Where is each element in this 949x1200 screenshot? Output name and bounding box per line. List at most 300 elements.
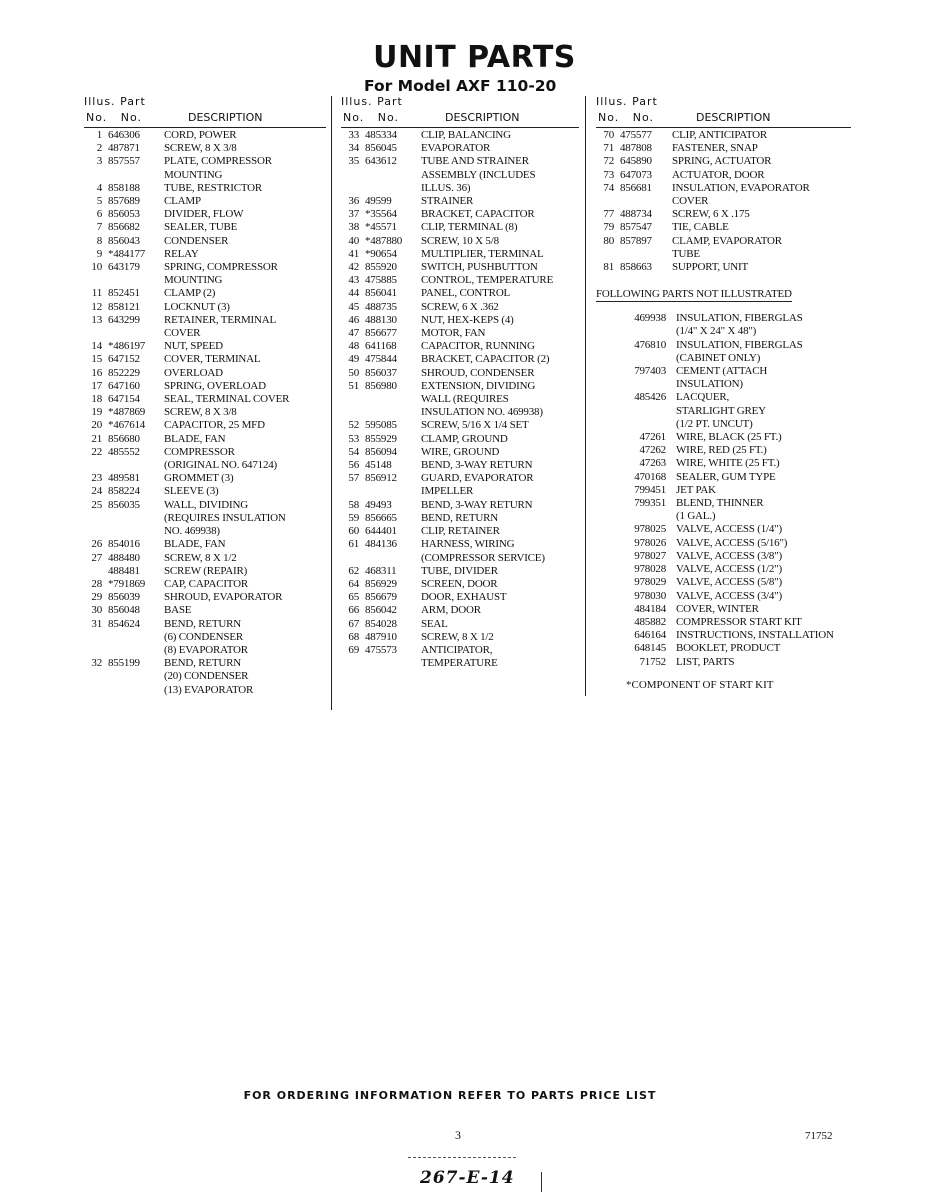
part-row [341,182,579,195]
part-row [84,380,326,393]
illus-number: 13 [91,313,102,326]
illus-number: 26 [91,538,102,551]
part-row [341,380,579,393]
part-row [341,169,579,182]
part-description: VALVE, ACCESS (3/4") [676,589,782,602]
illus-number: 59 [348,511,359,524]
not-illustrated-row [596,457,851,470]
part-description: WIRE, RED (25 FT.) [676,444,767,457]
illus-number: 17 [91,379,102,392]
part-number: 856665 [365,511,397,524]
part-description: COMPRESSOR START KIT [676,615,802,628]
part-description: INSULATION NO. 469938) [421,406,543,419]
illus-number: 34 [348,142,359,155]
part-description: BRACKET, CAPACITOR [421,208,535,221]
part-description: BRACKET, CAPACITOR (2) [421,353,550,366]
part-number: 856682 [108,221,140,234]
part-row [84,591,326,604]
not-illustrated-row [596,616,851,629]
part-row [341,327,579,340]
part-row [84,327,326,340]
parts-column-3 [596,93,851,691]
part-number [365,657,421,670]
part-row [84,499,326,512]
part-row [84,353,326,366]
illus-number: 72 [603,155,614,168]
illus-number: 42 [348,261,359,274]
page-number: 3 [455,1128,461,1142]
part-number: 857547 [620,221,652,234]
part-number: 852229 [108,366,140,379]
tick-mark [541,1172,542,1192]
not-illustrated-row [596,656,851,669]
part-row [84,261,326,274]
part-row [341,657,579,670]
part-number: 646164 [634,629,666,642]
illus-number: 74 [603,181,614,194]
part-number: 470168 [634,470,666,483]
part-description: SCREW, 5/16 X 1/4 SET [421,419,529,432]
part-description: SCREW, 6 X .362 [421,300,499,313]
illus-number: 64 [348,577,359,590]
part-number [108,684,164,697]
part-number: 856681 [620,181,652,194]
part-number: 488130 [365,313,397,326]
part-number: 475844 [365,353,397,366]
parts-list [596,129,851,274]
part-description: CEMENT (ATTACH [676,365,768,378]
illus-number: 25 [91,498,102,511]
part-number: *90654 [365,247,397,260]
start-kit-footnote: *COMPONENT OF START KIT [626,678,774,691]
illus-number [84,565,108,578]
illus-number: 43 [348,274,359,287]
illus-number: 2 [96,142,102,155]
part-description: INSULATION, FIBERGLAS [676,312,803,325]
part-description: (1/4" X 24" X 48") [676,325,757,338]
part-row [341,419,579,432]
part-number: 856679 [365,591,397,604]
part-description: CLIP, RETAINER [421,525,500,538]
part-description: CONTROL, TEMPERATURE [421,274,554,287]
illus-number: 11 [91,287,102,300]
part-number: 856037 [365,366,397,379]
part-row [84,221,326,234]
part-description: SCREW, 8 X 1/2 [164,551,237,564]
part-row [596,155,851,168]
illus-number: 14 [91,340,102,353]
part-number: 475885 [365,274,397,287]
part-row [84,618,326,631]
part-description: CAPACITOR, RUNNING [421,340,535,353]
part-number: 646306 [108,129,140,141]
column-header [596,93,851,129]
illus-number: 45 [348,300,359,313]
part-number [108,644,164,657]
part-number: *35564 [365,208,397,221]
part-number: 856912 [365,472,397,485]
part-row [341,406,579,419]
part-number [620,248,672,261]
part-description: SCREW, 8 X 3/8 [164,142,237,155]
part-description: MOUNTING [164,168,223,181]
part-row [84,274,326,287]
part-description: BLEND, THINNER [676,497,764,510]
part-number: 476810 [634,338,666,351]
part-row [341,525,579,538]
part-description: BOOKLET, PRODUCT [676,642,781,655]
parts-column-2 [341,93,579,670]
part-description: TUBE AND STRAINER [421,155,529,168]
part-description: BEND, RETURN [164,657,242,670]
not-illustrated-row [596,537,851,550]
illus-number: 68 [348,630,359,643]
illus-number: 35 [348,155,359,168]
illus-number: 70 [603,129,614,141]
part-description: HARNESS, WIRING [421,538,515,551]
part-row [84,301,326,314]
part-row [84,472,326,485]
part-row [341,552,579,565]
part-number [620,195,672,208]
not-illustrated-list [596,312,851,668]
part-description: CONDENSER [164,234,229,247]
part-description: CLAMP, GROUND [421,432,508,445]
part-number: 647152 [108,353,140,366]
not-illustrated-row [596,444,851,457]
part-description: ARM, DOOR [421,604,481,617]
part-number: 468311 [365,564,397,577]
part-number: 487808 [620,142,652,155]
part-description: SPRING, OVERLOAD [164,379,266,392]
illus-number: 51 [348,379,359,392]
not-illustrated-row [596,418,851,431]
illus-number: 18 [91,393,102,406]
part-row [84,195,326,208]
illus-number [341,182,365,195]
not-illustrated-row [596,378,851,391]
part-description: SUPPORT, UNIT [672,261,748,274]
part-row [84,446,326,459]
part-number [365,182,421,195]
illus-number: 69 [348,643,359,656]
part-number: 852451 [108,287,140,300]
not-illustrated-row [596,339,851,352]
illus-number: 33 [348,129,359,141]
part-description: BEND, 3-WAY RETURN [421,498,533,511]
illus-number [596,248,620,261]
illus-number: 57 [348,472,359,485]
part-description: RETAINER, TERMINAL [164,313,277,326]
part-number: 488735 [365,300,397,313]
not-illustrated-row [596,576,851,589]
part-description: BEND, RETURN [164,617,242,630]
part-description: TEMPERATURE [421,657,498,670]
part-description: DOOR, EXHAUST [421,591,507,604]
part-number [108,512,164,525]
part-row [84,512,326,525]
part-number: 854028 [365,617,397,630]
not-illustrated-row [596,563,851,576]
part-row [341,499,579,512]
illus-number: 41 [348,247,359,260]
part-description: STRAINER [421,195,474,208]
part-number: 487910 [365,630,397,643]
part-number [108,670,164,683]
part-number: 857689 [108,195,140,208]
illus-number: 30 [91,604,102,617]
illus-number: 65 [348,591,359,604]
no-labels: No. No. [598,111,655,124]
part-row [341,142,579,155]
part-row [596,235,851,248]
not-illustrated-row [596,325,851,338]
illus-number: 62 [348,564,359,577]
part-description: (8) EVAPORATOR [164,643,248,656]
part-row [84,419,326,432]
part-number [108,631,164,644]
part-number [108,525,164,538]
part-number: 47261 [639,431,666,444]
part-row [84,459,326,472]
part-row [341,538,579,551]
part-row [341,221,579,234]
part-row [84,155,326,168]
illus-number: 67 [348,617,359,630]
part-row [341,631,579,644]
illus-number: 47 [348,327,359,340]
part-number: 475577 [620,129,652,141]
illus-part-label: Illus. Part [84,95,146,108]
part-description: CLAMP [164,195,201,208]
illus-number [84,525,108,538]
description-label: DESCRIPTION [445,111,520,124]
part-row [341,485,579,498]
part-description: SEALER, TUBE [164,221,238,234]
part-number: 484136 [365,538,397,551]
part-number: 978030 [634,589,666,602]
part-description: TUBE [672,247,700,260]
parts-column-1 [84,93,326,697]
part-number: 647160 [108,379,140,392]
not-illustrated-row [596,510,851,523]
part-description: IMPELLER [421,485,474,498]
part-number: 643299 [108,313,140,326]
part-number: 855920 [365,261,397,274]
part-row [84,604,326,617]
part-description: FASTENER, SNAP [672,142,758,155]
part-description: COVER, WINTER [676,602,759,615]
illus-number: 66 [348,604,359,617]
part-description: EVAPORATOR [421,142,491,155]
part-description: (REQUIRES INSULATION [164,511,286,524]
part-number: 856053 [108,208,140,221]
part-number: 647073 [620,168,652,181]
illus-number [84,274,108,287]
part-number: 799351 [634,497,666,510]
part-number: 854624 [108,617,140,630]
description-label: DESCRIPTION [696,111,771,124]
part-number: 47263 [639,457,666,470]
illus-number: 10 [91,261,102,274]
illus-number [84,169,108,182]
part-number: 855929 [365,432,397,445]
part-description: WIRE, BLACK (25 FT.) [676,431,782,444]
part-description: OVERLOAD [164,366,223,379]
part-description: SEALER, GUM TYPE [676,470,776,483]
part-number: 854016 [108,538,140,551]
illus-number: 27 [91,551,102,564]
part-number: 487871 [108,142,140,155]
part-description: INSULATION, EVAPORATOR [672,181,810,194]
part-description: WIRE, WHITE (25 FT.) [676,457,780,470]
illus-number: 80 [603,234,614,247]
part-number: 641168 [365,340,397,353]
description-label: DESCRIPTION [188,111,263,124]
part-number: 643612 [365,155,397,168]
part-description: (ORIGINAL NO. 647124) [164,459,278,472]
part-row [84,287,326,300]
part-row [596,129,851,142]
part-description: SEAL, TERMINAL COVER [164,393,290,406]
part-row [84,129,326,142]
illus-number: 81 [603,261,614,274]
part-description: ILLUS. 36) [421,181,471,194]
illus-number [84,459,108,472]
illus-number: 19 [91,406,102,419]
part-description: NUT, SPEED [164,340,223,353]
part-number: 856048 [108,604,140,617]
part-description: TUBE, RESTRICTOR [164,181,263,194]
part-row [596,169,851,182]
not-illustrated-row [596,471,851,484]
part-row [341,261,579,274]
not-illustrated-row [596,365,851,378]
part-description: COMPRESSOR [164,445,235,458]
illus-number: 73 [603,168,614,181]
part-number [108,169,164,182]
illus-number: 12 [91,300,102,313]
part-row [596,221,851,234]
part-row [84,248,326,261]
illus-number [341,552,365,565]
part-description: (20) CONDENSER [164,670,249,683]
part-description: GROMMET (3) [164,472,234,485]
part-number: 47262 [639,444,666,457]
part-number: 643179 [108,261,140,274]
part-number: 648145 [634,642,666,655]
part-number: 858188 [108,181,140,194]
part-number: 978026 [634,536,666,549]
part-description: SPRING, COMPRESSOR [164,261,278,274]
part-number: 856039 [108,591,140,604]
illus-number: 37 [348,208,359,221]
part-number: 485552 [108,445,140,458]
part-description: CLAMP, EVAPORATOR [672,234,782,247]
part-row [84,525,326,538]
part-description: BASE [164,604,192,617]
part-row [341,274,579,287]
page-title: UNIT PARTS [373,40,576,75]
part-description: VALVE, ACCESS (5/16") [676,536,788,549]
part-row [84,393,326,406]
part-row [84,142,326,155]
illus-number: 8 [96,234,102,247]
part-number [108,459,164,472]
part-description: SEAL [421,617,448,630]
part-number [108,274,164,287]
illus-number [84,327,108,340]
illus-part-label: Illus. Part [596,95,658,108]
part-number: *487880 [365,234,403,247]
part-description: (CABINET ONLY) [676,351,761,364]
part-row [341,248,579,261]
part-description: DIVIDER, FLOW [164,208,244,221]
part-row [341,618,579,631]
model-subtitle: For Model AXF 110-20 [364,77,557,95]
illus-number [341,393,365,406]
part-description: SCREW, 8 X 3/8 [164,406,237,419]
part-row [341,367,579,380]
part-number: 644401 [365,525,397,538]
part-description: CLIP, TERMINAL (8) [421,221,518,234]
part-description: LOCKNUT (3) [164,300,230,313]
not-illustrated-row [596,642,851,655]
part-description: COVER [164,327,201,340]
part-number: 858121 [108,300,140,313]
part-number: *487869 [108,406,146,419]
part-number: 475573 [365,643,397,656]
part-description: COVER, TERMINAL [164,353,261,366]
illus-number: 60 [348,525,359,538]
illus-number: 49 [348,353,359,366]
illus-number: 79 [603,221,614,234]
part-row [84,208,326,221]
illus-number: 20 [91,419,102,432]
part-number: 469938 [634,312,666,325]
part-description: RELAY [164,247,199,260]
not-illustrated-row [596,312,851,325]
part-row [84,578,326,591]
illus-number: 50 [348,366,359,379]
illus-number: 71 [603,142,614,155]
part-number [596,352,676,365]
part-number: 49599 [365,195,392,208]
part-description: PANEL, CONTROL [421,287,511,300]
part-number: 856094 [365,445,397,458]
part-number: 484184 [634,602,666,615]
part-description: STARLIGHT GREY [676,404,766,417]
column-divider-1 [331,96,332,710]
illus-number: 48 [348,340,359,353]
part-number [596,378,676,391]
part-number: 49493 [365,498,392,511]
illus-number: 38 [348,221,359,234]
part-number: *467614 [108,419,146,432]
part-row [84,367,326,380]
part-number: 856043 [108,234,140,247]
part-number [365,406,421,419]
illus-number: 7 [96,221,102,234]
illus-number: 36 [348,195,359,208]
part-number: *484177 [108,247,146,260]
part-number [596,418,676,431]
part-number [596,405,676,418]
part-description: SCREW, 10 X 5/8 [421,234,499,247]
part-number: 858224 [108,485,140,498]
part-number: 856677 [365,327,397,340]
part-row [84,657,326,670]
